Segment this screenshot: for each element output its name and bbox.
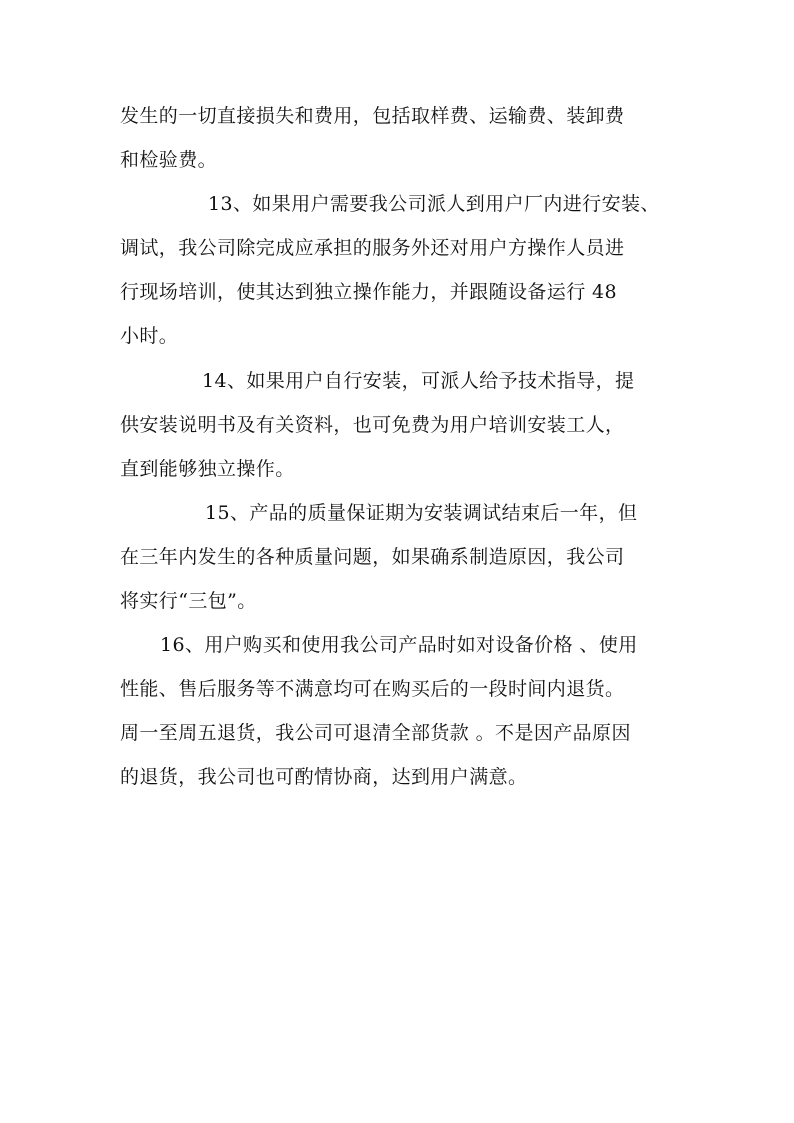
text-line: 周一至周五退货，我公司可退清全部货款 。不是因产品原因 [120,722,631,744]
text-line: 小时。 [120,325,179,347]
text-line: 15、产品的质量保证期为安装调试结束后一年，但 [205,502,638,524]
text-line: 行现场培训，使其达到独立操作能力，并跟随设备运行 48 [120,281,618,303]
text-line: 直到能够独立操作。 [120,458,295,480]
text-line: 供安装说明书及有关资料，也可免费为用户培训安装工人， [120,414,625,436]
text-line: 和检验费。 [120,149,218,171]
text-line: 的退货，我公司也可酌情协商，达到用户满意。 [120,766,528,788]
text-line: 发生的一切直接损失和费用，包括取样费、运输费、装卸费 [120,105,625,127]
text-line: 调试，我公司除完成应承担的服务外还对用户方操作人员进 [120,237,625,259]
text-line: 性能、售后服务等不满意均可在购买后的一段时间内退货。 [120,678,625,700]
text-line: 14、如果用户自行安装，可派人给予技术指导，提 [202,370,635,392]
text-line: 将实行“三包”。 [120,590,257,612]
text-line: 16、用户购买和使用我公司产品时如对设备价格 、使用 [160,634,638,656]
text-line: 在三年内发生的各种质量问题，如果确系制造原因，我公司 [120,546,625,568]
text-line: 13、如果用户需要我公司派人到用户厂内进行安装、 [208,193,660,215]
